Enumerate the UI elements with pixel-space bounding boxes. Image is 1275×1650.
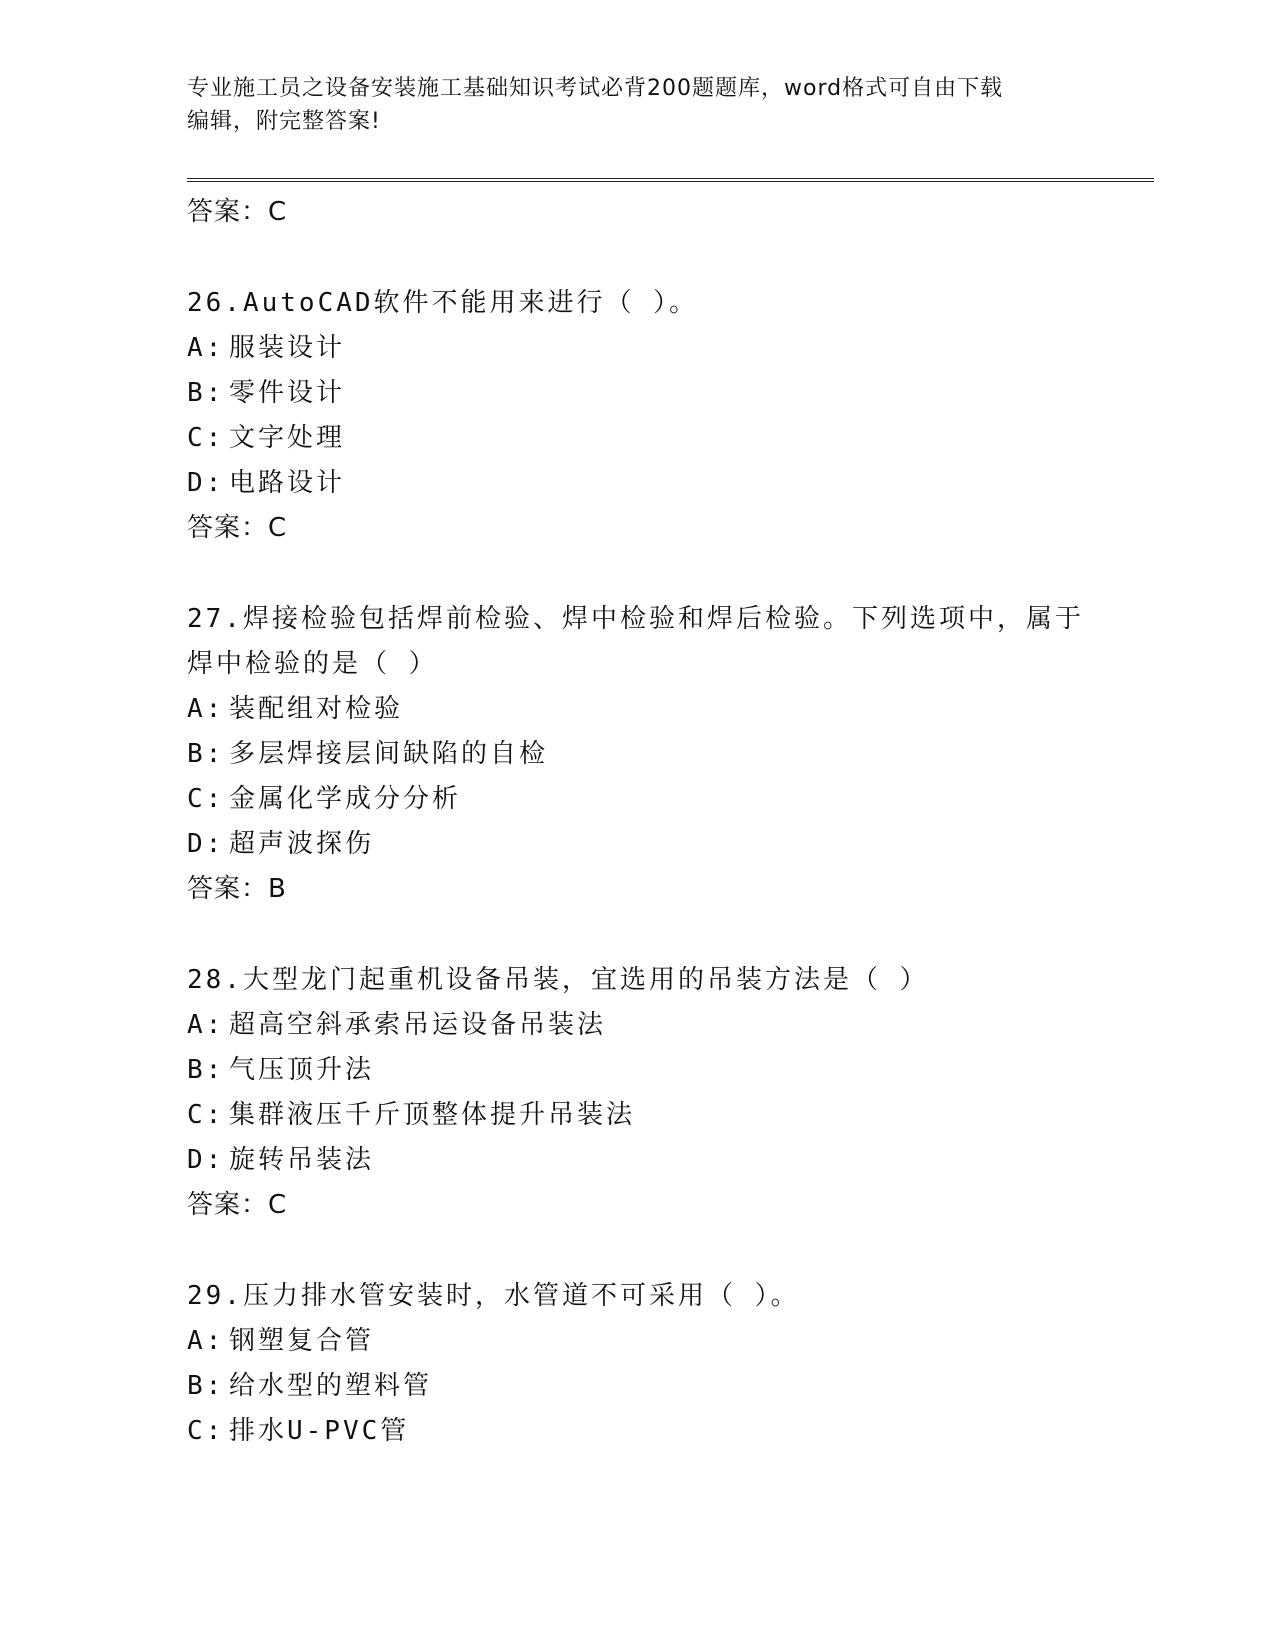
question-28: [187, 958, 1087, 1227]
option-letter: B:: [187, 1055, 225, 1085]
option-text: 装配组对检验: [229, 694, 404, 724]
option-d: [187, 1138, 1087, 1183]
option-a: [187, 1003, 1087, 1048]
question-stem: 26.AutoCAD软件不能用来进行（ ）。: [187, 288, 699, 318]
page-header: [187, 72, 1087, 138]
option-letter: D:: [187, 468, 225, 498]
question-stem: 29.压力排水管安装时，水管道不可采用（ ）。: [187, 1281, 800, 1311]
option-c: [187, 416, 1087, 461]
option-text: 钢塑复合管: [229, 1326, 375, 1356]
question-29: [187, 1274, 1087, 1454]
header-line-1: 专业施工员之设备安装施工基础知识考试必背200题题库，word格式可自由下载: [187, 76, 1004, 101]
option-letter: C:: [187, 784, 225, 814]
question-27: [187, 597, 1087, 911]
option-d: [187, 822, 1087, 867]
header-divider: [187, 178, 1154, 182]
question-stem: 28.大型龙门起重机设备吊装，宜选用的吊装方法是（ ）: [187, 965, 929, 995]
option-b: [187, 1048, 1087, 1093]
answer-line: 答案：C: [187, 197, 288, 227]
option-text: 给水型的塑料管: [229, 1371, 433, 1401]
option-c: [187, 777, 1087, 822]
option-b: [187, 371, 1087, 416]
option-text: 排水U-PVC管: [229, 1416, 410, 1446]
option-letter: C:: [187, 423, 225, 453]
question-26: [187, 281, 1087, 550]
option-text: 金属化学成分分析: [229, 784, 462, 814]
option-text: 电路设计: [229, 468, 346, 498]
answer-line: 答案：C: [187, 513, 288, 543]
option-letter: C:: [187, 1100, 225, 1130]
option-letter: D:: [187, 1145, 225, 1175]
option-text: 服装设计: [229, 333, 346, 363]
option-letter: A:: [187, 333, 225, 363]
question-stem: 27.焊接检验包括焊前检验、焊中检验和焊后检验。下列选项中，属于焊中检验的是（ ）: [187, 604, 1084, 679]
option-text: 超声波探伤: [229, 829, 375, 859]
option-text: 零件设计: [229, 378, 346, 408]
option-letter: B:: [187, 739, 225, 769]
option-c: [187, 1093, 1087, 1138]
option-d: [187, 461, 1087, 506]
option-b: [187, 732, 1087, 777]
option-letter: A:: [187, 1010, 225, 1040]
option-text: 超高空斜承索吊运设备吊装法: [229, 1010, 607, 1040]
option-a: [187, 687, 1087, 732]
option-text: 文字处理: [229, 423, 346, 453]
option-text: 气压顶升法: [229, 1055, 375, 1085]
option-a: [187, 326, 1087, 371]
option-text: 集群液压千斤顶整体提升吊装法: [229, 1100, 636, 1130]
option-a: [187, 1319, 1087, 1364]
option-letter: B:: [187, 1371, 225, 1401]
answer-line: 答案：C: [187, 1190, 288, 1220]
option-letter: C:: [187, 1416, 225, 1446]
document-body: [187, 190, 1087, 1454]
header-line-2: 编辑，附完整答案!: [187, 109, 381, 134]
option-letter: A:: [187, 1326, 225, 1356]
option-letter: B:: [187, 378, 225, 408]
option-b: [187, 1364, 1087, 1409]
option-letter: A:: [187, 694, 225, 724]
option-text: 旋转吊装法: [229, 1145, 375, 1175]
option-text: 多层焊接层间缺陷的自检: [229, 739, 549, 769]
option-c: [187, 1409, 1087, 1454]
option-letter: D:: [187, 829, 225, 859]
answer-line: 答案：B: [187, 874, 287, 904]
